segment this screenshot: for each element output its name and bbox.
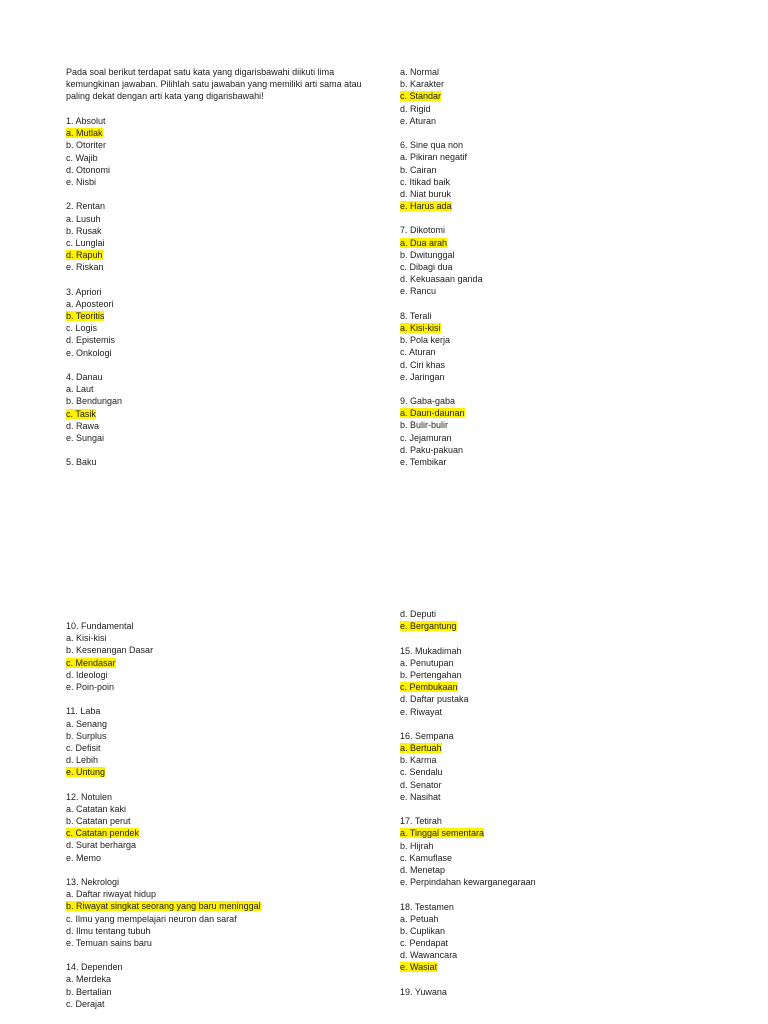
answer-option-correct: c. Standar xyxy=(400,91,442,102)
answer-option: e. Memo xyxy=(66,852,102,863)
answer-option: d. Epistemis xyxy=(66,335,116,346)
answer-option-correct: a. Dua arah xyxy=(400,237,448,248)
answer-option: d. Daftar pustaka xyxy=(400,694,469,705)
answer-option: c. Logis xyxy=(66,323,98,334)
instruction-line: paling dekat dengan arti kata yang digarisbawahi! xyxy=(66,91,264,102)
answer-option: b. Karakter xyxy=(400,79,445,90)
page1-left-column xyxy=(66,115,396,468)
answer-option: c. Sendalu xyxy=(400,767,443,778)
answer-option: e. Poin-poin xyxy=(66,681,115,692)
answer-option: e. Riskan xyxy=(66,262,104,273)
answer-option: a. Normal xyxy=(400,67,440,77)
answer-option: a. Lusuh xyxy=(66,213,101,224)
answer-option: c. Kamuflase xyxy=(400,852,453,863)
answer-option: b. Pola kerja xyxy=(400,335,451,346)
question-title: 8. Terali xyxy=(400,310,432,321)
answer-option: d. Surat berharga xyxy=(66,840,137,851)
question-title: 5. Baku xyxy=(66,457,97,468)
answer-option-correct: c. Mendasar xyxy=(66,657,116,668)
answer-option: b. Cuplikan xyxy=(400,925,446,936)
answer-option: c. Derajat xyxy=(66,998,105,1009)
answer-option: d. Otonomi xyxy=(66,164,111,175)
answer-option-correct: c. Pembukaan xyxy=(400,682,458,693)
answer-option: a. Merdeka xyxy=(66,974,112,985)
answer-option: a. Senang xyxy=(66,718,108,729)
question-title: 10. Fundamental xyxy=(66,621,134,631)
answer-option: b. Karma xyxy=(400,755,437,766)
question-title: 13. Nekrologi xyxy=(66,876,120,887)
answer-option-correct: e. Bergantung xyxy=(400,621,457,632)
question-title: 12. Notulen xyxy=(66,791,113,802)
question-title: 6. Sine qua non xyxy=(400,140,464,151)
answer-option: e. Onkologi xyxy=(66,347,112,358)
answer-option: b. Catatan perut xyxy=(66,816,131,826)
answer-option: d. Ideologi xyxy=(66,669,108,680)
answer-option: e. Riwayat xyxy=(400,706,443,717)
answer-option: c. Wajib xyxy=(66,152,98,163)
answer-option: b. Pertengahan xyxy=(400,669,462,680)
answer-option: d. Rigid xyxy=(400,103,431,114)
answer-option: e. Aturan xyxy=(400,115,437,126)
answer-option: b. Surplus xyxy=(66,730,107,741)
answer-option: b. Cairan xyxy=(400,164,437,175)
answer-option: b. Otoriter xyxy=(66,140,107,151)
answer-option-correct: a. Bertuah xyxy=(400,743,442,754)
question-title: 14. Dependen xyxy=(66,962,123,973)
answer-option: a. Penutupan xyxy=(400,657,454,668)
answer-option: d. Menetap xyxy=(400,864,446,875)
answer-option: b. Bendungan xyxy=(66,396,123,407)
answer-option: e. Tembikar xyxy=(400,457,447,467)
question-title: 3. Apriori xyxy=(66,286,102,297)
answer-option: d. Wawancara xyxy=(400,950,458,961)
answer-option-correct: a. Mutlak xyxy=(66,128,103,139)
answer-option: e. Perpindahan kewarganegaraan xyxy=(400,877,536,888)
answer-option: c. Ilmu yang mempelajari neuron dan saraf xyxy=(66,913,237,924)
answer-option: c. Dibagi dua xyxy=(400,262,453,272)
answer-option-correct: c. Tasik xyxy=(66,408,96,419)
answer-option: d. Ciri khas xyxy=(400,359,446,370)
answer-option: c. Itikad baik xyxy=(400,176,451,187)
answer-option: d. Kekuasaan ganda xyxy=(400,274,483,285)
answer-option-correct: a. Kisi-kisi xyxy=(400,322,441,333)
instruction-line: Pada soal berikut terdapat satu kata yang digarisbawahi diikuti lima xyxy=(66,67,335,77)
question-title: 11. Laba xyxy=(66,706,101,717)
answer-option: c. Aturan xyxy=(400,347,436,358)
answer-option: b. Kesenangan Dasar xyxy=(66,645,154,656)
answer-option: d. Paku-pakuan xyxy=(400,444,464,455)
question-title: 7. Dikotomi xyxy=(400,225,446,236)
answer-option-correct: e. Untung xyxy=(66,767,106,778)
answer-option: c. Jejamuran xyxy=(400,432,452,443)
answer-option: b. Hijrah xyxy=(400,840,434,851)
instruction-line: kemungkinan jawaban. Pilihlah satu jawaban yang memiliki arti sama atau xyxy=(66,79,362,90)
answer-option: a. Petuah xyxy=(400,913,439,924)
question-title: 18. Testamen xyxy=(400,901,454,912)
answer-option: b. Dwitunggal xyxy=(400,249,455,260)
answer-option: d. Deputi xyxy=(400,609,437,619)
answer-option-correct: e. Wasiat xyxy=(400,962,438,973)
answer-option: a. Kisi-kisi xyxy=(66,633,107,644)
question-title: 16. Sempana xyxy=(400,730,454,741)
answer-option-correct: d. Rapuh xyxy=(66,250,103,261)
page2-right-column xyxy=(400,608,730,998)
answer-option: b. Rusak xyxy=(66,225,102,236)
answer-option: d. Ilmu tentang tubuh xyxy=(66,925,151,936)
answer-option: e. Nasihat xyxy=(400,791,441,802)
question-title: 2. Rentan xyxy=(66,201,106,212)
answer-option: e. Sungai xyxy=(66,432,105,443)
question-title: 9. Gaba-gaba xyxy=(400,396,456,407)
instructions xyxy=(66,66,376,103)
answer-option-correct: c. Catatan pendek xyxy=(66,828,140,839)
answer-option: c. Pendapat xyxy=(400,938,449,949)
answer-option: a. Daftar riwayat hidup xyxy=(66,889,157,900)
answer-option: c. Defisit xyxy=(66,742,101,753)
page2-left-column xyxy=(66,620,396,1010)
answer-option: a. Catatan kaki xyxy=(66,803,127,814)
answer-option: d. Senator xyxy=(400,779,442,790)
question-title: 15. Mukadimah xyxy=(400,645,462,656)
question-title: 17. Tetirah xyxy=(400,816,442,827)
answer-option: d. Niat buruk xyxy=(400,188,452,199)
answer-option: b. Bertalian xyxy=(66,986,112,997)
answer-option: e. Temuan sains baru xyxy=(66,937,152,948)
answer-option: a. Laut xyxy=(66,384,94,395)
question-title: 1. Absolut xyxy=(66,116,106,126)
question-title: 19. Yuwana xyxy=(400,986,447,997)
question-title: 4. Danau xyxy=(66,371,103,382)
answer-option-correct: a. Tinggal sementara xyxy=(400,828,485,839)
answer-option: a. Aposteori xyxy=(66,298,114,309)
answer-option: d. Lebih xyxy=(66,755,99,766)
answer-option: e. Jaringan xyxy=(400,371,445,382)
answer-option-correct: b. Riwayat singkat seorang yang baru meninggal xyxy=(66,901,261,912)
answer-option-correct: a. Daun-daunan xyxy=(400,408,465,419)
answer-option: c. Lunglai xyxy=(66,237,105,248)
answer-option: a. Pikiran negatif xyxy=(400,152,468,163)
page1-right-column xyxy=(400,66,730,468)
answer-option: d. Rawa xyxy=(66,420,100,431)
answer-option: b. Bulir-bulir xyxy=(400,420,449,431)
answer-option-correct: e. Harus ada xyxy=(400,201,452,212)
answer-option: e. Rancu xyxy=(400,286,437,297)
answer-option: e. Nisbi xyxy=(66,176,97,187)
answer-option-correct: b. Teoritis xyxy=(66,311,105,321)
